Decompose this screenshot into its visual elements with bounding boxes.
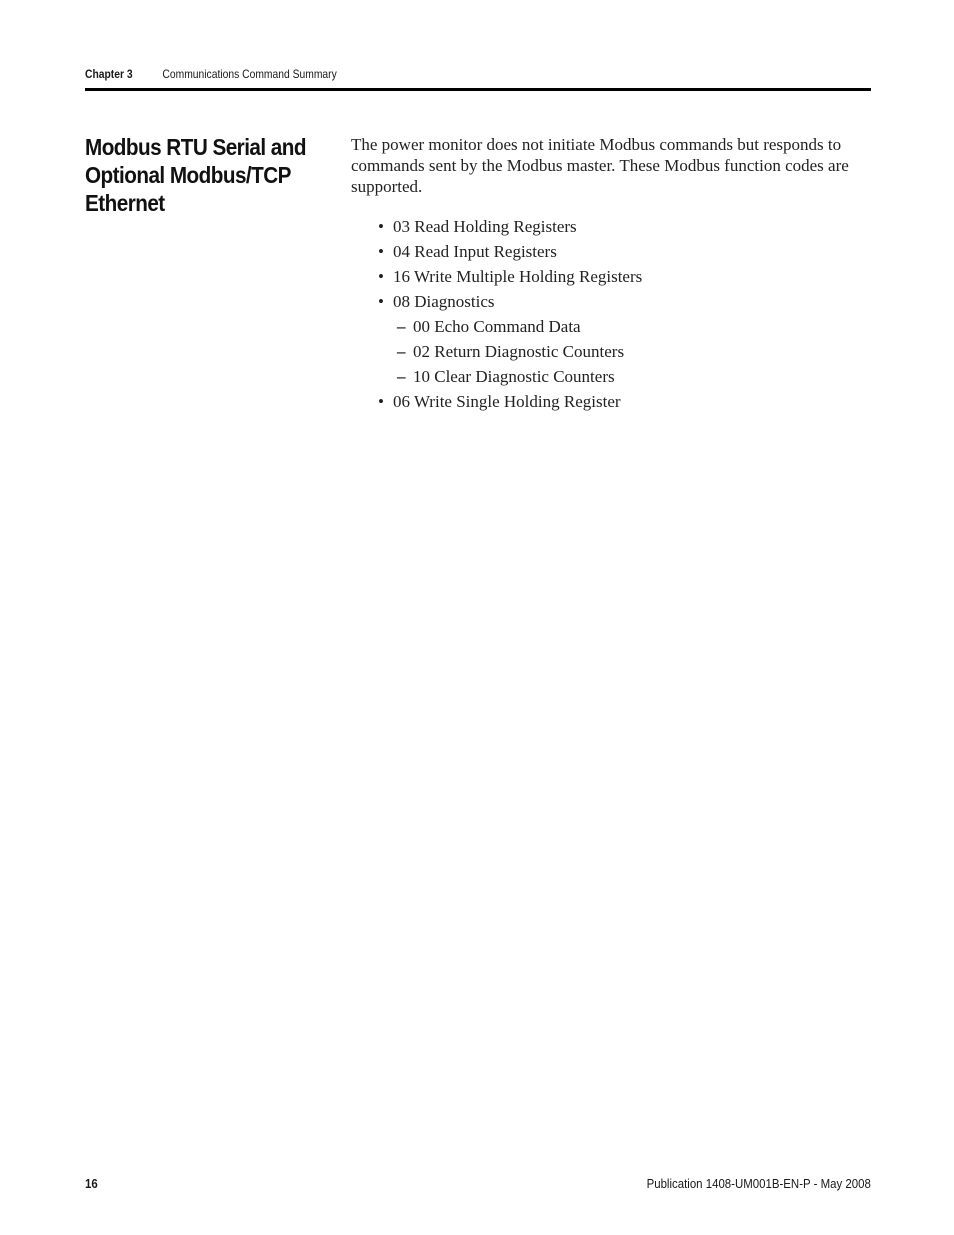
page-number: 16 [85,1176,98,1191]
intro-paragraph: The power monitor does not initiate Modbus commands but responds to commands sent by the Modbus master. These Modbus function codes are supported. [351,135,849,196]
bullet-icon: • [378,292,384,311]
bullet-icon: • [378,217,384,236]
page-header [85,66,761,90]
bullet-icon: • [378,242,384,261]
dash-icon: – [397,342,406,361]
list-item-label: 16 Write Multiple Holding Registers [393,267,643,286]
bullet-icon: • [378,392,384,411]
sublist-item-label: 02 Return Diagnostic Counters [413,342,625,361]
list-item [378,289,858,389]
list-item [378,264,858,289]
list-item-label: 04 Read Input Registers [393,242,557,261]
dash-icon: – [397,317,406,336]
chapter-title: Communications Command Summary [162,67,337,81]
publication-info: Publication 1408-UM001B-EN-P - May 2008 [646,1176,871,1191]
section-heading: Modbus RTU Serial and Optional Modbus/TCP Ethernet [85,134,306,216]
list-item [378,239,858,264]
sublist-item [397,314,858,339]
sublist-item-label: 00 Echo Command Data [413,317,581,336]
dash-icon: – [397,367,406,386]
list-item-label: 08 Diagnostics [393,292,495,311]
list-item-label: 06 Write Single Holding Register [393,392,621,411]
list-item [378,389,858,414]
sublist-item [397,339,858,364]
chapter-label: Chapter 3 [85,67,133,81]
list-item-label: 03 Read Holding Registers [393,217,577,236]
bullet-icon: • [378,267,384,286]
diagnostics-sublist [378,314,858,389]
list-item [378,214,858,239]
sublist-item [397,364,858,389]
sublist-item-label: 10 Clear Diagnostic Counters [413,367,615,386]
function-code-list [378,214,858,414]
header-divider [85,88,871,91]
